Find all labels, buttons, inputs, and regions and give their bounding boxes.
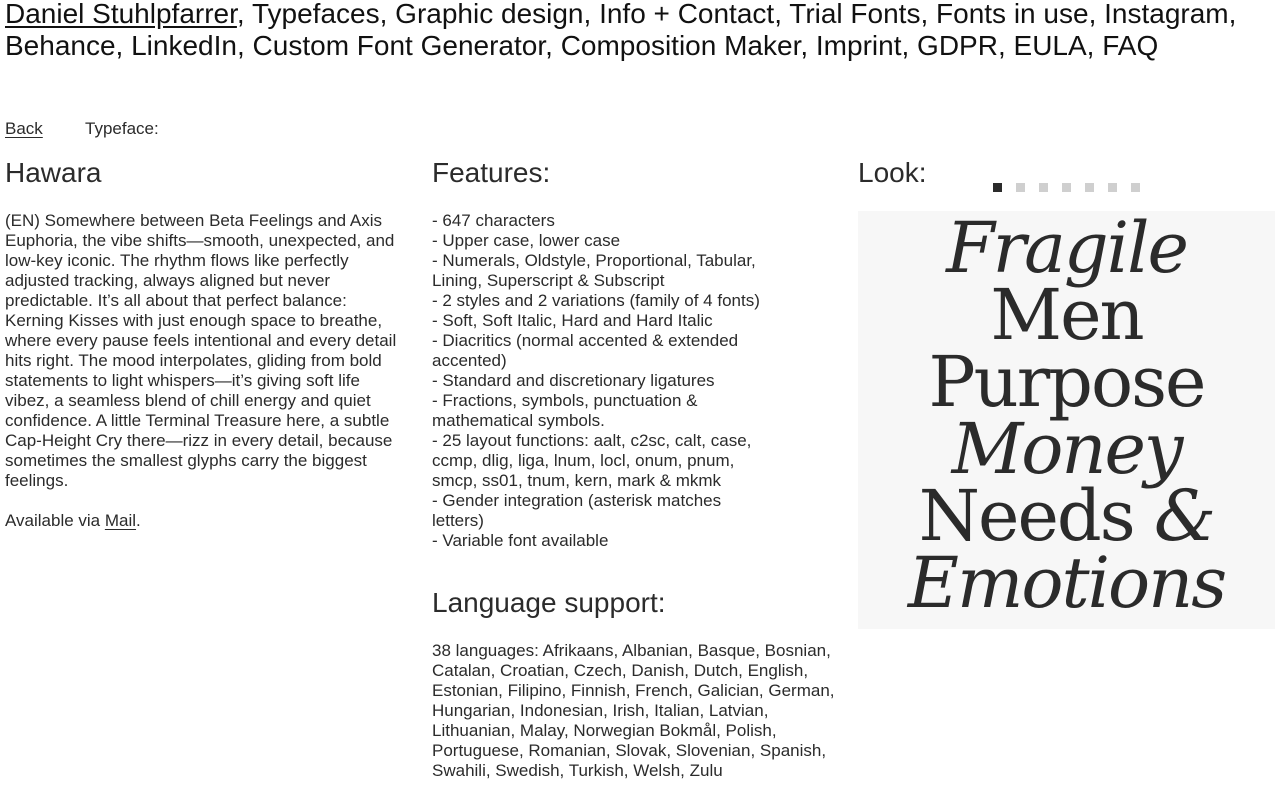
site-navigation — [5, 0, 1273, 62]
nav-link-typefaces[interactable]: Typefaces — [251, 0, 380, 29]
slide-dot-5[interactable] — [1085, 183, 1094, 192]
nav-separator: , — [1228, 0, 1237, 29]
feature-line: - Upper case, lower case — [432, 231, 621, 250]
features-list — [432, 211, 850, 551]
look-heading: Look: — [858, 157, 927, 188]
nav-link-eula[interactable]: EULA — [1013, 30, 1087, 61]
availability-text — [5, 511, 423, 531]
specimen-word: Fragile — [946, 211, 1187, 289]
nav-separator: , — [1088, 0, 1105, 29]
nav-link-fonts-in-use[interactable]: Fonts in use — [936, 0, 1089, 29]
description-line: predictable. It’s all about that perfect balance: — [5, 291, 347, 310]
specimen-word: Needs — [918, 475, 1134, 557]
nav-link-graphic-design[interactable]: Graphic design — [395, 0, 584, 29]
slide-dot-2[interactable] — [1016, 183, 1025, 192]
feature-line: accented) — [432, 351, 507, 370]
language-line: 38 languages: Afrikaans, Albanian, Basque, Bosnian, — [432, 641, 831, 660]
nav-separator: , — [920, 0, 937, 29]
feature-line: smcp, ss01, tnum, kern, mark & mkmk — [432, 471, 722, 490]
nav-link-trial-fonts[interactable]: Trial Fonts — [789, 0, 921, 29]
specimen-word: Emotions — [907, 542, 1226, 624]
features-heading: Features: — [432, 157, 551, 188]
specimen-slide[interactable] — [858, 211, 1275, 629]
slide-dot-3[interactable] — [1039, 183, 1048, 192]
availability-prefix: Available via — [5, 511, 105, 530]
nav-link-info-contact[interactable]: Info + Contact — [599, 0, 775, 29]
nav-separator: , — [901, 30, 918, 61]
feature-line: letters) — [432, 511, 484, 530]
description-line: (EN) Somewhere between Beta Feelings and Axis — [5, 211, 383, 230]
specimen-line — [858, 274, 1275, 356]
feature-line: ccmp, dlig, liga, lnum, locl, onum, pnum, — [432, 451, 735, 470]
nav-link-linkedin[interactable]: LinkedIn — [131, 30, 237, 61]
feature-line: - Gender integration (asterisk matches — [432, 491, 722, 510]
description-line: Cap-Height Cry there—rizz in every detail, because — [5, 431, 393, 450]
description-line: sometimes the smallest glyphs carry the biggest — [5, 451, 367, 470]
nav-link-gdpr[interactable]: GDPR — [917, 30, 998, 61]
description-line: low-key iconic. The rhythm flows like perfectly — [5, 251, 349, 270]
nav-link-instagram[interactable]: Instagram — [1104, 0, 1229, 29]
feature-line: - Diacritics (normal accented & extended — [432, 331, 739, 350]
nav-link-composition-maker[interactable]: Composition Maker — [560, 30, 801, 61]
slide-dot-6[interactable] — [1108, 183, 1117, 192]
typeface-label: Typeface: — [85, 119, 159, 138]
specimen-line — [858, 408, 1275, 490]
description-line: Euphoria, the vibe shifts—smooth, unexpected, and — [5, 231, 395, 250]
availability-suffix: . — [136, 511, 141, 530]
language-line: Hungarian, Indonesian, Irish, Italian, Latvian, — [432, 701, 769, 720]
specimen-word: Purpose — [928, 341, 1205, 423]
specimen-word: Money — [951, 408, 1182, 490]
features-column — [432, 156, 850, 781]
language-heading: Language support: — [432, 587, 666, 618]
specimen-line — [858, 475, 1275, 557]
description-line: where every pause feels intentional and every detail — [5, 331, 397, 350]
feature-line: Lining, Superscript & Subscript — [432, 271, 665, 290]
description-line: confidence. A little Terminal Treasure here, a subtle — [5, 411, 390, 430]
typeface-description — [5, 211, 423, 491]
nav-separator: , — [1086, 30, 1103, 61]
language-line: Portuguese, Romanian, Slovak, Slovenian, Spanish, — [432, 741, 827, 760]
back-link[interactable]: Back — [5, 119, 43, 138]
description-line: statements to light whispers—it’s giving soft life — [5, 371, 360, 390]
slide-dot-4[interactable] — [1062, 183, 1071, 192]
nav-link-imprint[interactable]: Imprint — [815, 30, 902, 61]
slideshow-dots — [993, 183, 1140, 192]
feature-line: - Fractions, symbols, punctuation & — [432, 391, 698, 410]
sub-navigation — [5, 119, 159, 139]
feature-line: - Soft, Soft Italic, Hard and Hard Italic — [432, 311, 713, 330]
slide-dot-1[interactable] — [993, 183, 1002, 192]
nav-separator: , — [236, 30, 253, 61]
typeface-name: Hawara — [5, 157, 102, 188]
nav-link-custom-font-generator[interactable]: Custom Font Generator — [252, 30, 546, 61]
nav-separator: , — [997, 30, 1014, 61]
nav-separator: , — [379, 0, 396, 29]
nav-separator: , — [236, 0, 252, 29]
nav-separator: , — [774, 0, 790, 29]
description-line: Kerning Kisses with just enough space to breathe, — [5, 311, 383, 330]
typeface-info — [5, 156, 423, 531]
nav-separator: , — [545, 30, 561, 61]
mail-link[interactable]: Mail — [104, 511, 137, 530]
specimen-line — [858, 341, 1275, 423]
nav-separator: , — [583, 0, 600, 29]
language-line: Estonian, Filipino, Finnish, French, Galician, German, — [432, 681, 835, 700]
feature-line: - 2 styles and 2 variations (family of 4 fonts) — [432, 291, 760, 310]
language-line: Swahili, Swedish, Turkish, Welsh, Zulu — [432, 761, 723, 780]
description-line: vibez, a seamless blend of chill energy and quiet — [5, 391, 371, 410]
nav-separator: , — [800, 30, 816, 61]
language-line: Lithuanian, Malay, Norwegian Bokmål, Polish, — [432, 721, 777, 740]
feature-line: - Numerals, Oldstyle, Proportional, Tabular, — [432, 251, 756, 270]
nav-separator: , — [115, 30, 132, 61]
feature-line: mathematical symbols. — [432, 411, 605, 430]
specimen-word: Men — [990, 274, 1143, 356]
feature-line: - Standard and discretionary ligatures — [432, 371, 715, 390]
language-list — [432, 641, 850, 781]
specimen-ampersand: & — [1133, 475, 1215, 557]
description-line: feelings. — [5, 471, 69, 490]
feature-line: - Variable font available — [432, 531, 609, 550]
specimen-line — [858, 211, 1275, 289]
description-line: adjusted tracking, always aligned but never — [5, 271, 331, 290]
language-line: Catalan, Croatian, Czech, Danish, Dutch, English, — [432, 661, 809, 680]
nav-link-behance[interactable]: Behance — [5, 30, 116, 61]
specimen-line — [858, 542, 1275, 624]
nav-home-link[interactable]: Daniel Stuhlpfarrer — [5, 0, 237, 29]
description-line: hits right. The mood interpolates, gliding from bold — [5, 351, 382, 370]
slide-dot-7[interactable] — [1131, 183, 1140, 192]
feature-line: - 25 layout functions: aalt, c2sc, calt, case, — [432, 431, 752, 450]
look-column — [858, 156, 1275, 629]
nav-link-faq[interactable]: FAQ — [1102, 30, 1159, 61]
feature-line: - 647 characters — [432, 211, 555, 230]
